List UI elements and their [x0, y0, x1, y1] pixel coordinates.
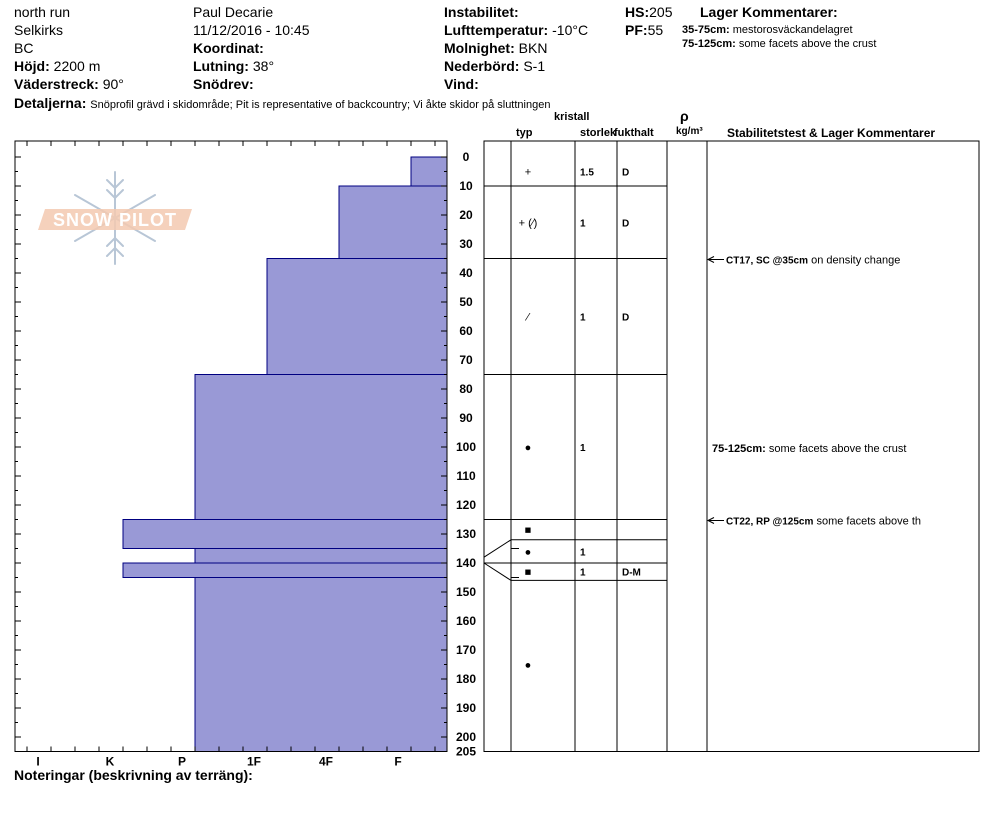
hardness-layer-6: [123, 563, 447, 578]
grain-type: + (⁄): [518, 217, 538, 230]
observer-name: Paul Decarie: [193, 4, 274, 20]
hardness-layer-1: [339, 186, 447, 259]
depth-label: 200: [455, 730, 477, 744]
grain-size: 1: [580, 547, 586, 559]
details-text: Snöprofil grävd i skidområde; Pit is representative of backcountry; Vi åkte skidor på sluttningen: [90, 99, 551, 111]
aspect-label: Väderstreck:: [14, 76, 99, 92]
details-label: Detaljerna:: [14, 95, 87, 111]
elevation-value: 2200 m: [53, 58, 101, 74]
slope-value: 38°: [252, 58, 275, 74]
stability-comment: CT17, SC @35cm on density change: [726, 254, 901, 267]
air-temperature-label: Lufttemperatur:: [444, 22, 549, 38]
stability-comment: 75-125cm: some facets above the crust: [712, 443, 907, 455]
depth-label: 140: [455, 556, 477, 570]
depth-label: 100: [455, 440, 477, 454]
grain-type: ●: [524, 659, 532, 672]
hardness-axis-label: P: [177, 754, 187, 769]
depth-label: 40: [459, 266, 473, 280]
depth-label: 90: [459, 411, 473, 425]
density-unit: kg/m³: [676, 126, 703, 137]
slope-label: Lutning:: [193, 58, 249, 74]
grain-size: 1: [580, 218, 586, 230]
size-header: storlek: [580, 127, 617, 139]
depth-label: 0: [462, 150, 470, 164]
region: BC: [14, 40, 34, 56]
hardness-axis-label: 4F: [318, 754, 334, 769]
hardness-layer-0: [411, 157, 447, 186]
depth-label: 80: [459, 382, 473, 396]
layer-comment-1-text: mestorosväckandelagret: [732, 24, 853, 36]
pf-value: 55: [647, 22, 664, 38]
grain-size: 1: [580, 443, 586, 454]
depth-label: 30: [459, 237, 473, 251]
depth-label: 205: [455, 744, 477, 759]
moisture-header: fukthalt: [614, 127, 654, 139]
mountain-range: Selkirks: [14, 22, 64, 38]
stability-header: Stabilitetstest & Lager Kommentarer: [727, 126, 936, 140]
depth-label: 180: [455, 672, 477, 686]
elevation-label: Höjd:: [14, 58, 50, 74]
depth-label: 120: [455, 498, 477, 512]
depth-label: 190: [455, 701, 477, 715]
hardness-axis-label: K: [105, 754, 115, 769]
hardness-layer-4: [123, 520, 447, 549]
depth-label: 50: [459, 295, 473, 309]
precipitation-value: S-1: [523, 58, 546, 74]
stability-comment: CT22, RP @125cm some facets above th: [726, 515, 922, 528]
depth-label: 170: [455, 643, 477, 657]
hardness-layer-2: [267, 259, 447, 375]
notes-label: Noteringar (beskrivning av terräng):: [14, 767, 253, 783]
sky-cover-value: BKN: [518, 40, 548, 56]
crystal-header: kristall: [554, 111, 590, 123]
hardness-layer-3: [195, 375, 447, 520]
depth-label: 110: [456, 469, 476, 483]
depth-label: 70: [459, 353, 473, 367]
grain-type: ●: [524, 546, 532, 559]
density-symbol: ρ: [680, 108, 689, 124]
grain-type: ■: [524, 524, 532, 537]
hardness-axis-label: I: [36, 754, 40, 769]
location-name: north run: [14, 4, 71, 20]
grain-type: ●: [524, 442, 532, 454]
wind-label: Vind:: [444, 76, 479, 92]
hardness-layer-7: [195, 578, 447, 752]
layer-comment-2-range: 75-125cm:: [682, 38, 736, 50]
grain-moisture: D: [622, 218, 630, 230]
layer-comment-2-text: some facets above the crust: [738, 38, 877, 50]
drift-label: Snödrev:: [193, 76, 254, 92]
depth-label: 60: [459, 324, 473, 338]
layer-connector: [484, 540, 511, 557]
grain-size: 1: [580, 312, 586, 324]
sky-cover-label: Molnighet:: [444, 40, 515, 56]
depth-label: 10: [459, 179, 473, 193]
hs-label: HS:: [625, 4, 650, 20]
air-temperature-value: -10°C: [552, 22, 589, 38]
grain-moisture: D: [622, 312, 630, 324]
instability-label: Instabilitet:: [444, 4, 519, 20]
layer-comment-1-range: 35-75cm:: [682, 24, 730, 36]
hardness-layer-5: [195, 549, 447, 564]
aspect-value: 90°: [102, 76, 124, 92]
layer-connector: [484, 563, 511, 580]
layer-comments-label: Lager Kommentarer:: [700, 4, 838, 20]
grain-type: +: [524, 166, 532, 179]
grain-type: ■: [524, 566, 532, 579]
type-header: typ: [516, 127, 533, 139]
grain-type: ⁄: [527, 311, 529, 324]
precipitation-label: Nederbörd:: [444, 58, 520, 74]
pf-label: PF:: [625, 22, 648, 38]
hardness-axis-label: 1F: [246, 754, 262, 769]
hardness-axis-label: F: [394, 754, 402, 769]
coordinate-label: Koordinat:: [193, 40, 264, 56]
logo-text: SNOW PILOT: [53, 210, 177, 230]
depth-label: 20: [459, 208, 473, 222]
depth-label: 150: [455, 585, 477, 599]
observation-datetime: 11/12/2016 - 10:45: [193, 22, 310, 38]
grain-size: 1.5: [580, 167, 594, 179]
grain-moisture: D-M: [622, 567, 641, 579]
depth-label: 130: [455, 527, 477, 541]
grain-moisture: D: [622, 167, 630, 179]
depth-label: 160: [455, 614, 477, 628]
grain-size: 1: [580, 567, 586, 579]
hs-value: 205: [649, 4, 673, 20]
